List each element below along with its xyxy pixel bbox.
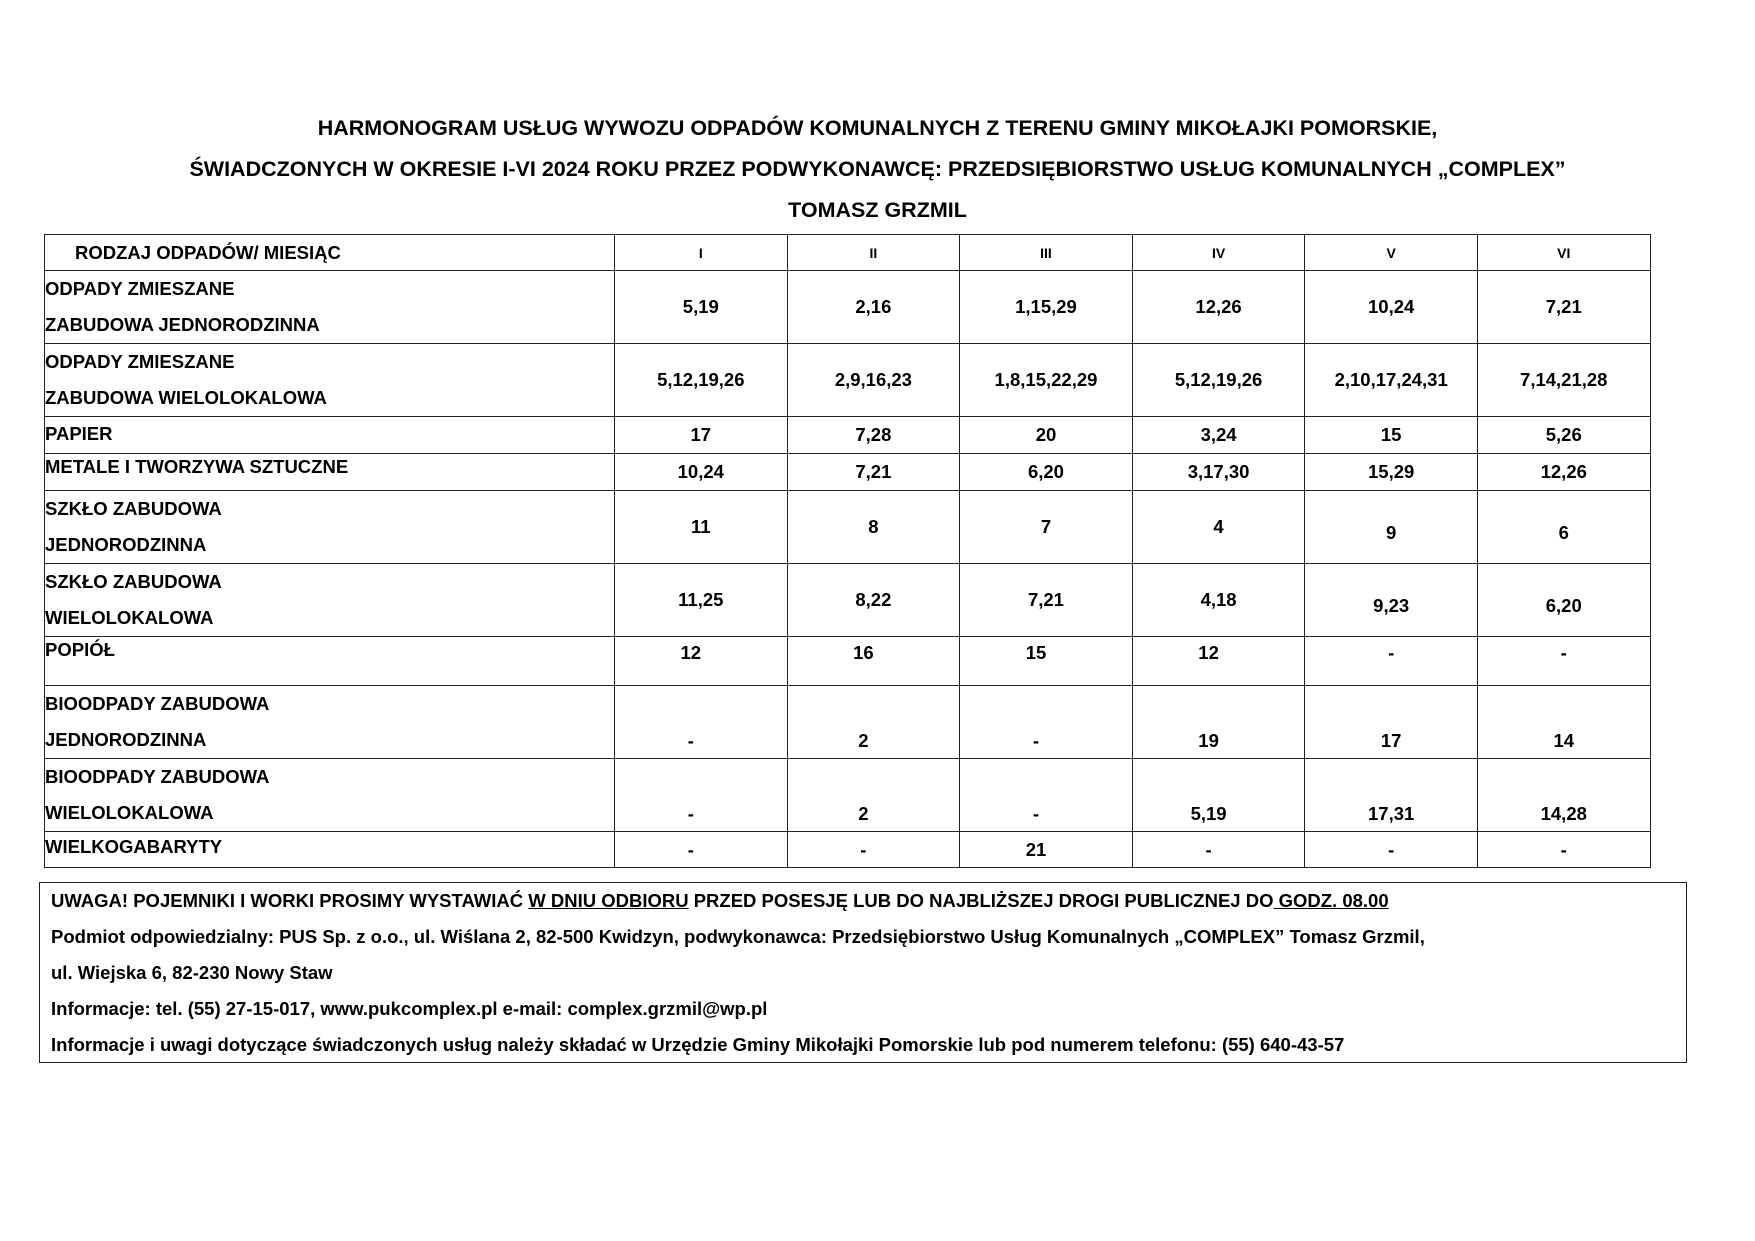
document-title [0,108,1755,231]
date-cell: 14 [1477,686,1650,759]
date-cell: 7,21 [787,454,960,491]
date-cell: 15 [1305,417,1478,454]
remarks-info-line: Informacje i uwagi dotyczące świadczonych usług należy składać w Urzędzie Gminy Mikołajki Pomorskie lub pod numerem telefonu: (55) 640-43-57 [51,1034,1345,1055]
table-row [45,454,1651,491]
date-cell: 1,8,15,22,29 [960,344,1133,417]
date-cell: 10,24 [1305,271,1478,344]
waste-type-line: ZABUDOWA JEDNORODZINNA [45,314,320,335]
waste-type-line: ODPADY ZMIESZANE [45,278,235,299]
date-cell: 5,12,19,26 [615,344,788,417]
date-cell: 5,19 [1132,759,1305,832]
date-cell: 17 [1305,686,1478,759]
table-row [45,637,1651,686]
header-month: II [787,235,960,271]
date-cell: 9 [1305,491,1478,564]
date-cell: 2 [787,759,960,832]
date-cell: 2 [787,686,960,759]
date-cell: - [1305,832,1478,868]
date-cell: 8,22 [787,564,960,637]
table-row [45,344,1651,417]
warning-emphasis-day: W DNIU ODBIORU [528,890,689,911]
waste-type-cell [45,491,615,564]
date-cell: - [1477,832,1650,868]
waste-type-cell [45,417,615,454]
waste-type-line: JEDNORODZINNA [45,729,207,750]
date-cell: 3,24 [1132,417,1305,454]
warning-text: UWAGA! POJEMNIKI I WORKI PROSIMY WYSTAWIAĆ [51,890,529,911]
waste-type-line: PAPIER [45,423,113,444]
date-cell: 15,29 [1305,454,1478,491]
date-cell: - [1132,832,1305,868]
date-cell: 5,12,19,26 [1132,344,1305,417]
waste-type-line: JEDNORODZINNA [45,534,207,555]
date-cell: - [960,686,1133,759]
date-cell: - [787,832,960,868]
title-line-1: HARMONOGRAM USŁUG WYWOZU ODPADÓW KOMUNALNYCH Z TERENU GMINY MIKOŁAJKI POMORSKIE, [317,116,1438,140]
date-cell: - [960,759,1133,832]
waste-type-cell [45,637,615,686]
waste-type-line: POPIÓŁ [45,639,115,660]
date-cell: 9,23 [1305,564,1478,637]
table-row [45,417,1651,454]
waste-type-line: SZKŁO ZABUDOWA [45,571,222,592]
table-row [45,491,1651,564]
waste-type-line: METALE I TWORZYWA SZTUCZNE [45,456,349,477]
waste-type-cell [45,686,615,759]
warning-line [51,883,1686,919]
date-cell: - [615,759,788,832]
waste-type-line: ZABUDOWA WIELOLOKALOWA [45,387,327,408]
table-row [45,686,1651,759]
date-cell: 4,18 [1132,564,1305,637]
waste-type-cell [45,564,615,637]
waste-type-line: BIOODPADY ZABUDOWA [45,693,270,714]
date-cell: 7,21 [960,564,1133,637]
waste-type-cell [45,832,615,868]
title-line-3: TOMASZ GRZMIL [788,198,967,222]
date-cell: 2,16 [787,271,960,344]
waste-type-cell [45,759,615,832]
date-cell: 15 [960,637,1133,686]
header-month: I [615,235,788,271]
waste-type-cell [45,271,615,344]
date-cell: 6,20 [960,454,1133,491]
date-cell: 6 [1477,491,1650,564]
table-row [45,832,1651,868]
responsible-entity-line: Podmiot odpowiedzialny: PUS Sp. z o.o., ul. Wiślana 2, 82-500 Kwidzyn, podwykonawca: Przedsiębiorstwo Usług Komunalnych „COMPLEX” Tomasz Grzmil, [51,926,1425,947]
header-month: V [1305,235,1478,271]
waste-type-line: WIELOLOKALOWA [45,802,214,823]
date-cell: 5,26 [1477,417,1650,454]
table-row [45,759,1651,832]
date-cell: 14,28 [1477,759,1650,832]
date-cell: 5,19 [615,271,788,344]
date-cell: 16 [787,637,960,686]
waste-type-line: BIOODPADY ZABUDOWA [45,766,270,787]
date-cell: 19 [1132,686,1305,759]
date-cell: 12 [615,637,788,686]
schedule-table [44,234,1651,868]
address-line: ul. Wiejska 6, 82-230 Nowy Staw [51,962,333,983]
date-cell: 21 [960,832,1133,868]
date-cell: 4 [1132,491,1305,564]
date-cell: - [1305,637,1478,686]
date-cell: 10,24 [615,454,788,491]
warning-text: PRZED POSESJĘ LUB DO NAJBLIŻSZEJ DROGI PUBLICZNEJ DO [688,890,1274,911]
header-month: III [960,235,1133,271]
header-month: VI [1477,235,1650,271]
waste-type-line: WIELKOGABARYTY [45,836,223,857]
date-cell: 3,17,30 [1132,454,1305,491]
contact-info-line: Informacje: tel. (55) 27-15-017, www.pukcomplex.pl e-mail: complex.grzmil@wp.pl [51,998,768,1019]
date-cell: 2,9,16,23 [787,344,960,417]
date-cell: 7,14,21,28 [1477,344,1650,417]
waste-type-line: ODPADY ZMIESZANE [45,351,235,372]
date-cell: 8 [787,491,960,564]
date-cell: 6,20 [1477,564,1650,637]
table-row [45,564,1651,637]
table-row [45,271,1651,344]
date-cell: 17,31 [1305,759,1478,832]
date-cell: - [1477,637,1650,686]
header-waste-type: RODZAJ ODPADÓW/ MIESIĄC [45,235,615,271]
date-cell: 2,10,17,24,31 [1305,344,1478,417]
waste-type-cell [45,454,615,491]
date-cell: 12 [1132,637,1305,686]
date-cell: - [615,686,788,759]
date-cell: 11,25 [615,564,788,637]
date-cell: - [615,832,788,868]
waste-type-line: SZKŁO ZABUDOWA [45,498,222,519]
table-header-row [45,235,1651,271]
notes-box [39,882,1687,1063]
date-cell: 7,28 [787,417,960,454]
date-cell: 12,26 [1132,271,1305,344]
date-cell: 7 [960,491,1133,564]
date-cell: 20 [960,417,1133,454]
waste-type-cell [45,344,615,417]
waste-type-line: WIELOLOKALOWA [45,607,214,628]
date-cell: 11 [615,491,788,564]
date-cell: 1,15,29 [960,271,1133,344]
date-cell: 17 [615,417,788,454]
warning-emphasis-time: GODZ. 08.00 [1273,890,1389,911]
date-cell: 12,26 [1477,454,1650,491]
header-month: IV [1132,235,1305,271]
title-line-2: ŚWIADCZONYCH W OKRESIE I-VI 2024 ROKU PRZEZ PODWYKONAWCĘ: PRZEDSIĘBIORSTWO USŁUG KOMUNALNYCH „COMPLEX” [189,157,1566,181]
date-cell: 7,21 [1477,271,1650,344]
